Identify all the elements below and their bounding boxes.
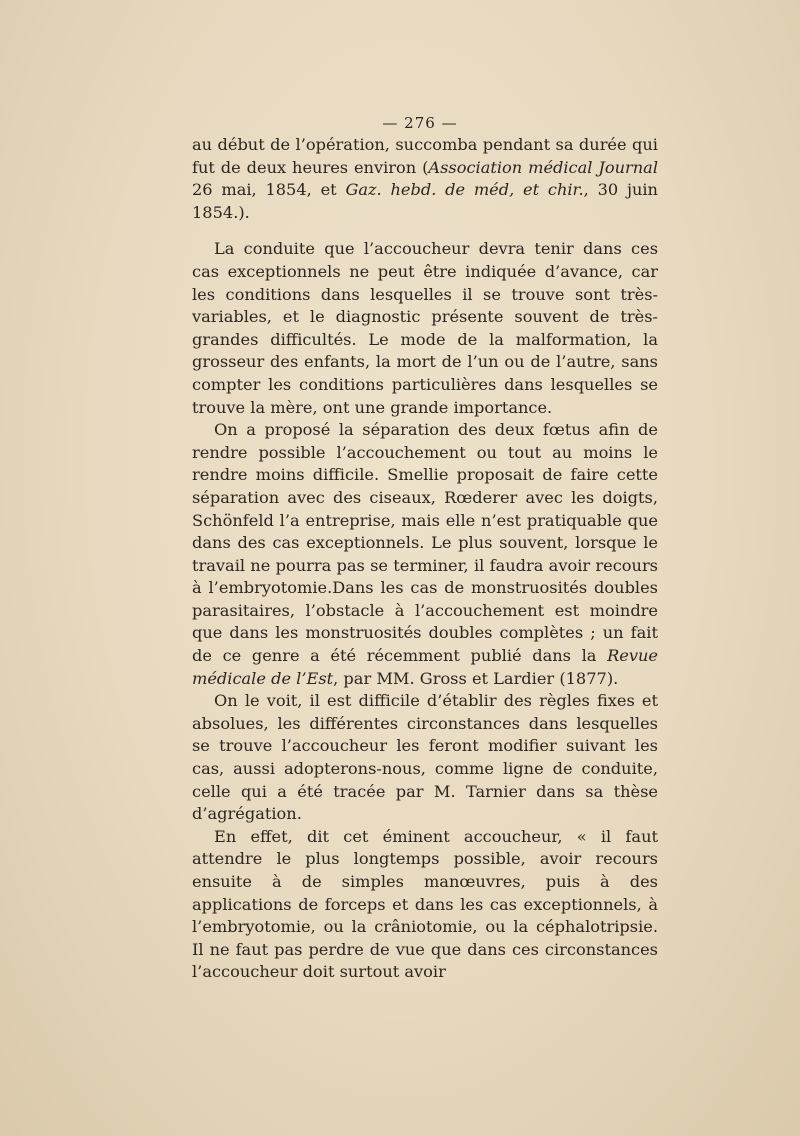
text-run: En effet, dit cet éminent accoucheur, « il faut attendre le plus longtemps possible, avoir recours ensuite à de simples manœuvres, puis à des applications de forceps et dans les cas exceptionnels, à l’embryotomie, ou la crâniotomie, ou la céphalotripsie. Il ne faut pas perdre de vue que dans ces circonstances l’accoucheur doit surtout avoir bbox=[192, 826, 658, 982]
text-run: La conduite que l’accoucheur devra tenir dans ces cas exceptionnels ne peut être indiquée d’avance, car les conditions dans lesquelles il se trouve sont très-variables, et le diagnostic présente souvent de très-grandes difficultés. Le mode de la malformation, la grosseur des enfants, la mort de l’un ou de l’autre, sans compter les conditions particulières dans lesquelles se trouve la mère, ont une grande importance. bbox=[192, 239, 658, 417]
paragraph-regles bbox=[192, 690, 658, 826]
paragraph-continuation bbox=[192, 134, 658, 224]
paragraph-conduite bbox=[192, 238, 658, 419]
page-number: — 276 — bbox=[382, 114, 458, 132]
citation-gazette: Gaz. hebd. de méd, et chir. bbox=[345, 180, 584, 200]
body-text bbox=[192, 134, 658, 984]
text-run: On a proposé la séparation des deux fœtus afin de rendre possible l’accouchement ou tout au moins le rendre moins difficile. Smellie proposait de faire cette séparation avec des ciseaux, Rœderer avec les doigts, Schönfeld l’a entreprise, mais elle n’est pratiquable que dans des cas exceptionnels. Le plus souvent, lorsque le travail ne pourra pas se terminer, il faudra avoir recours à l’embryotomie.Dans les cas de monstruosités doubles parasitaires, l’obstacle à l’accouchement est moindre que dans les monstruosités doubles complètes ; un fait de ce genre a été récemment publié dans la bbox=[192, 420, 658, 666]
paragraph-separation bbox=[192, 419, 658, 690]
citation-journal: Association médical Journal bbox=[428, 157, 658, 177]
text-run: , par MM. Gross et Lardier (1877). bbox=[333, 668, 619, 688]
paragraph-tarnier-quote bbox=[192, 826, 658, 984]
text-run: 26 mai, 1854, et bbox=[192, 180, 346, 200]
text-run: , 30 juin 1854.). bbox=[192, 180, 658, 222]
text-run: au début de l’opération, succomba pendant sa durée qui fut de deux heures environ ( bbox=[192, 135, 658, 177]
text-run: On le voit, il est difficile d’établir des règles fixes et absolues, les différentes circonstances dans lesquelles se trouve l’accoucheur les feront modifier suivant les cas, aussi adopterons-nous, comme ligne de conduite, celle qui a été tracée par M. Tarnier dans sa thèse d’agrégation. bbox=[192, 691, 658, 824]
citation-revue: Revue médicale de l’Est bbox=[192, 646, 658, 688]
